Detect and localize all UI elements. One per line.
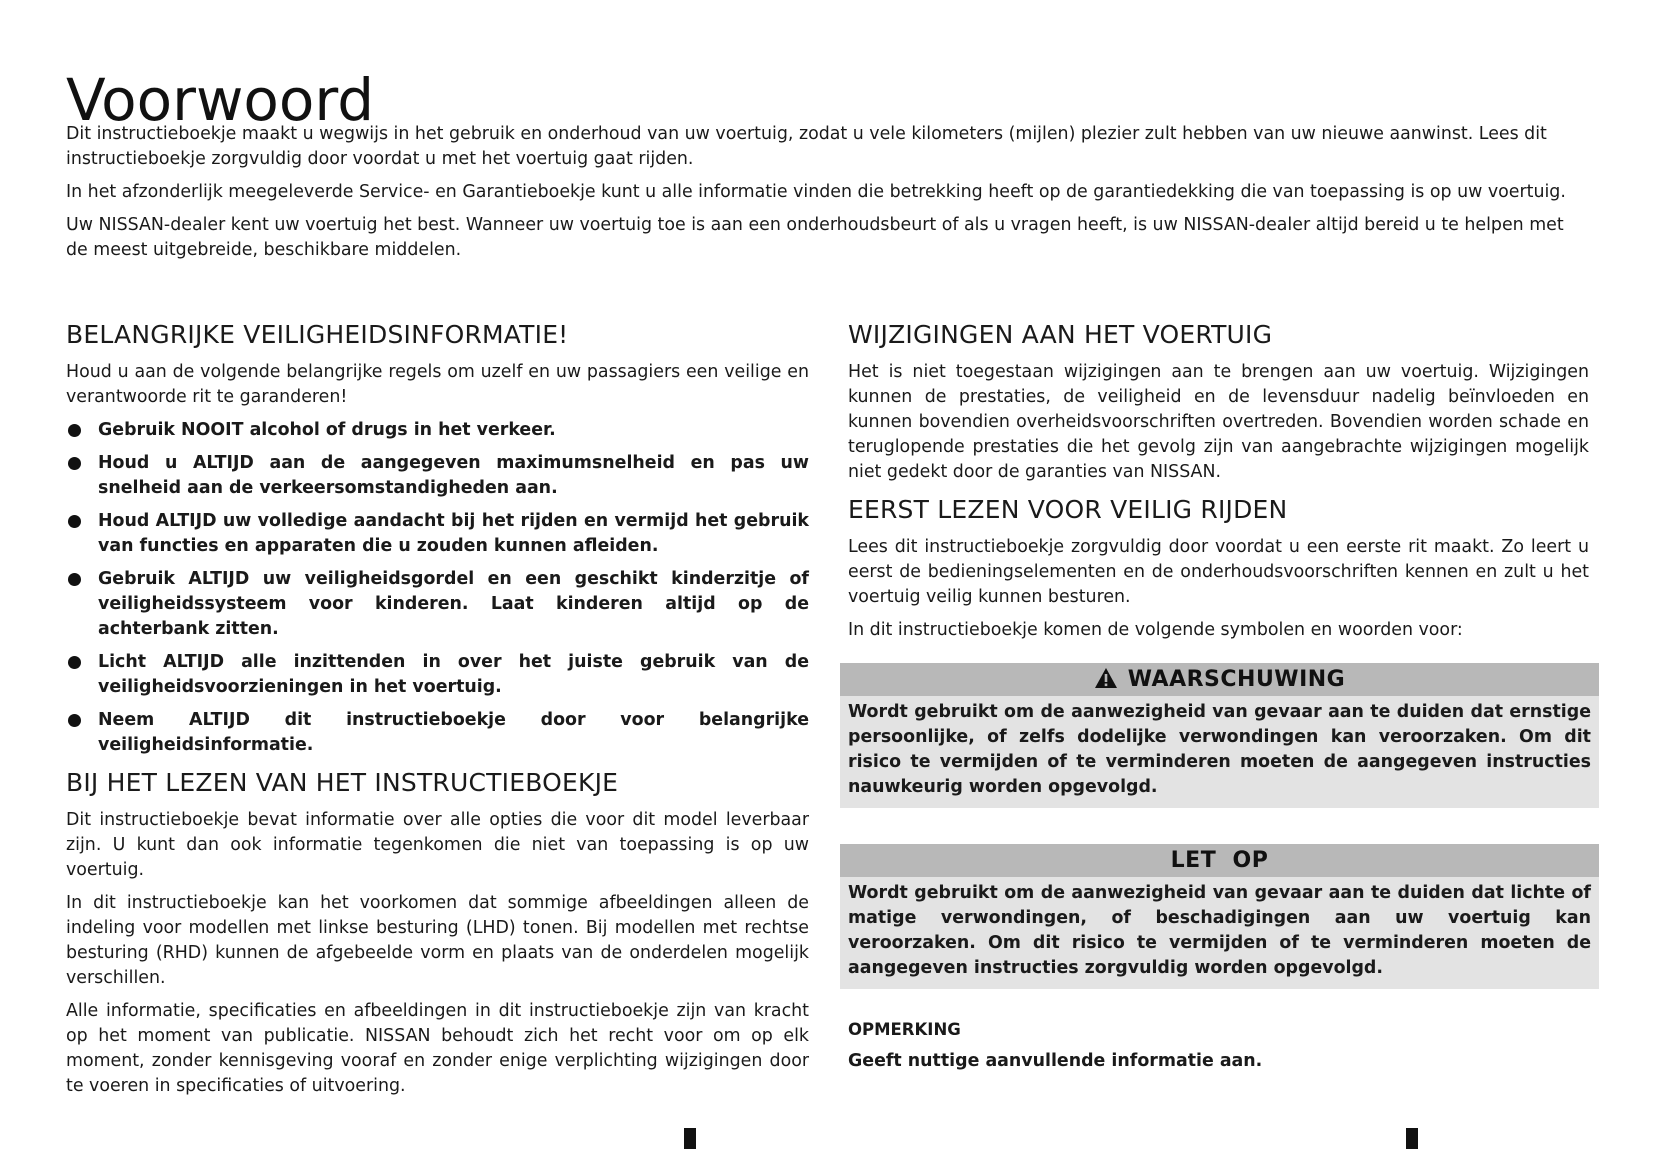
intro-paragraph-1: Dit instructieboekje maakt u wegwijs in het gebruik en onderhoud van uw voertuig, zodat u vele kilometers (mijlen) plezier zult hebben van uw nieuwe aanwinst. Lees dit instructieboekje zorgvuldig door voordat u met het voertuig gaat rijden. (66, 124, 1547, 169)
caution-box (840, 844, 1599, 989)
safety-bullet (66, 567, 809, 642)
reading-paragraph-1: Dit instructieboekje bevat informatie over alle opties die voor dit model leverbaar zijn. U kunt dan ook informatie tegenkomen die niet van toepassing is op uw voertuig. (66, 810, 809, 880)
warning-title: WAARSCHUWING (1127, 667, 1346, 692)
safety-bullet (66, 708, 809, 758)
bullet-icon (68, 656, 81, 669)
intro-paragraph-2: In het afzonderlijk meegeleverde Service- en Garantieboekje kunt u alle informatie vinden die betrekking heeft op de garantiedekking die van toepassing is op uw voertuig. (66, 182, 1566, 202)
caution-text: Wordt gebruikt om de aanwezigheid van gevaar aan te duiden dat lichte of matige verwondingen, of beschadigingen aan uw voertuig kan veroorzaken. Om dit risico te vermijden of te verminderen moeten de aangegeven instructies zorgvuldig worden opgevolgd. (848, 883, 1591, 978)
bullet-icon (68, 573, 81, 586)
reading-paragraph-3: Alle informatie, specificaties en afbeeldingen in dit instructieboekje zijn van kracht op het moment van publicatie. NISSAN behoudt zich het recht voor om op elk moment, zonder kennisgeving vooraf en zonder enige verplichting wijzigingen door te voeren in specificaties of uitvoering. (66, 1001, 809, 1096)
intro-paragraph-3: Uw NISSAN-dealer kent uw voertuig het best. Wanneer uw voertuig toe is aan een onderhoudsbeurt of als u vragen heeft, is uw NISSAN-dealer altijd bereid u te helpen met de meest uitgebreide, beschikbare middelen. (66, 215, 1564, 260)
reading-heading: BIJ HET LEZEN VAN HET INSTRUCTIEBOEKJE (66, 768, 619, 797)
safety-bullet-text: Neem ALTIJD dit instructieboekje door voor belangrijke veiligheidsinformatie. (98, 710, 809, 755)
intro-section (66, 122, 1589, 271)
warning-text: Wordt gebruikt om de aanwezigheid van gevaar aan te duiden dat ernstige persoonlijke, of zelfs dodelijke verwondingen kan veroorzaken. Om dit risico te vermijden of te verminderen moeten de aangegeven instructies nauwkeurig worden opgevolgd. (848, 702, 1591, 797)
safety-bullet (66, 650, 809, 700)
page-edge-marker-right (1406, 1128, 1418, 1149)
safety-bullet-text: Houd ALTIJD uw volledige aandacht bij het rijden en vermijd het gebruik van functies en apparaten die u zouden kunnen afleiden. (98, 511, 809, 556)
page-edge-marker-left (684, 1128, 696, 1149)
bullet-icon (68, 714, 81, 727)
right-column (848, 318, 1589, 651)
warning-header (840, 663, 1599, 696)
safety-bullet-text: Gebruik ALTIJD uw veiligheidsgordel en een geschikt kinderzitje of veiligheidssysteem voor kinderen. Laat kinderen altijd op de achterbank zitten. (98, 569, 809, 639)
reading-paragraph-2: In dit instructieboekje kan het voorkomen dat sommige afbeeldingen alleen de indeling voor modellen met linkse besturing (LHD) tonen. Bij modellen met rechtse besturing (RHD) kunnen de afgebeelde vorm en plaats van de onderdelen mogelijk verschillen. (66, 893, 809, 988)
safety-bullet (66, 509, 809, 559)
page-title: Voorwoord (66, 65, 375, 134)
modifications-heading: WIJZIGINGEN AAN HET VOERTUIG (848, 320, 1273, 349)
bullet-icon (68, 515, 81, 528)
note-text: Geeft nuttige aanvullende informatie aan. (848, 1051, 1263, 1071)
first-read-heading: EERST LEZEN VOOR VEILIG RIJDEN (848, 495, 1288, 524)
bullet-icon (68, 457, 81, 470)
warning-box (840, 663, 1599, 808)
safety-bullet-text: Licht ALTIJD alle inzittenden in over het juiste gebruik van de veiligheidsvoorzieningen in het voertuig. (98, 652, 809, 697)
first-read-paragraph-1: Lees dit instructieboekje zorgvuldig door voordat u een eerste rit maakt. Zo leert u eerst de bedieningselementen en de onderhoudsvoorschriften kennen en zult u het voertuig veilig kunnen besturen. (848, 537, 1589, 607)
first-read-paragraph-2: In dit instructieboekje komen de volgende symbolen en woorden voor: (848, 620, 1463, 640)
safety-bullet-text: Gebruik NOOIT alcohol of drugs in het verkeer. (98, 420, 556, 440)
safety-intro: Houd u aan de volgende belangrijke regels om uzelf en uw passagiers een veilige en verantwoorde rit te garanderen! (66, 362, 809, 407)
warning-triangle-icon (1094, 666, 1118, 700)
note-title: OPMERKING (848, 1020, 961, 1039)
left-column (66, 318, 809, 1107)
caution-title: LET OP (840, 844, 1599, 877)
safety-list (66, 418, 809, 758)
safety-bullet (66, 451, 809, 501)
safety-bullet (66, 418, 809, 443)
safety-heading: BELANGRIJKE VEILIGHEIDSINFORMATIE! (66, 320, 569, 349)
safety-bullet-text: Houd u ALTIJD aan de aangegeven maximumsnelheid en pas uw snelheid aan de verkeersomstandigheden aan. (98, 453, 809, 498)
bullet-icon (68, 424, 81, 437)
modifications-text: Het is niet toegestaan wijzigingen aan te brengen aan uw voertuig. Wijzigingen kunnen de prestaties, de veiligheid en de levensduur nadelig beïnvloeden en kunnen bovendien overheidsvoorschriften overtreden. Bovendien worden schade en teruglopende prestaties die het gevolg zijn van aangebrachte wijzigingen mogelijk niet gedekt door de garanties van NISSAN. (848, 362, 1589, 482)
